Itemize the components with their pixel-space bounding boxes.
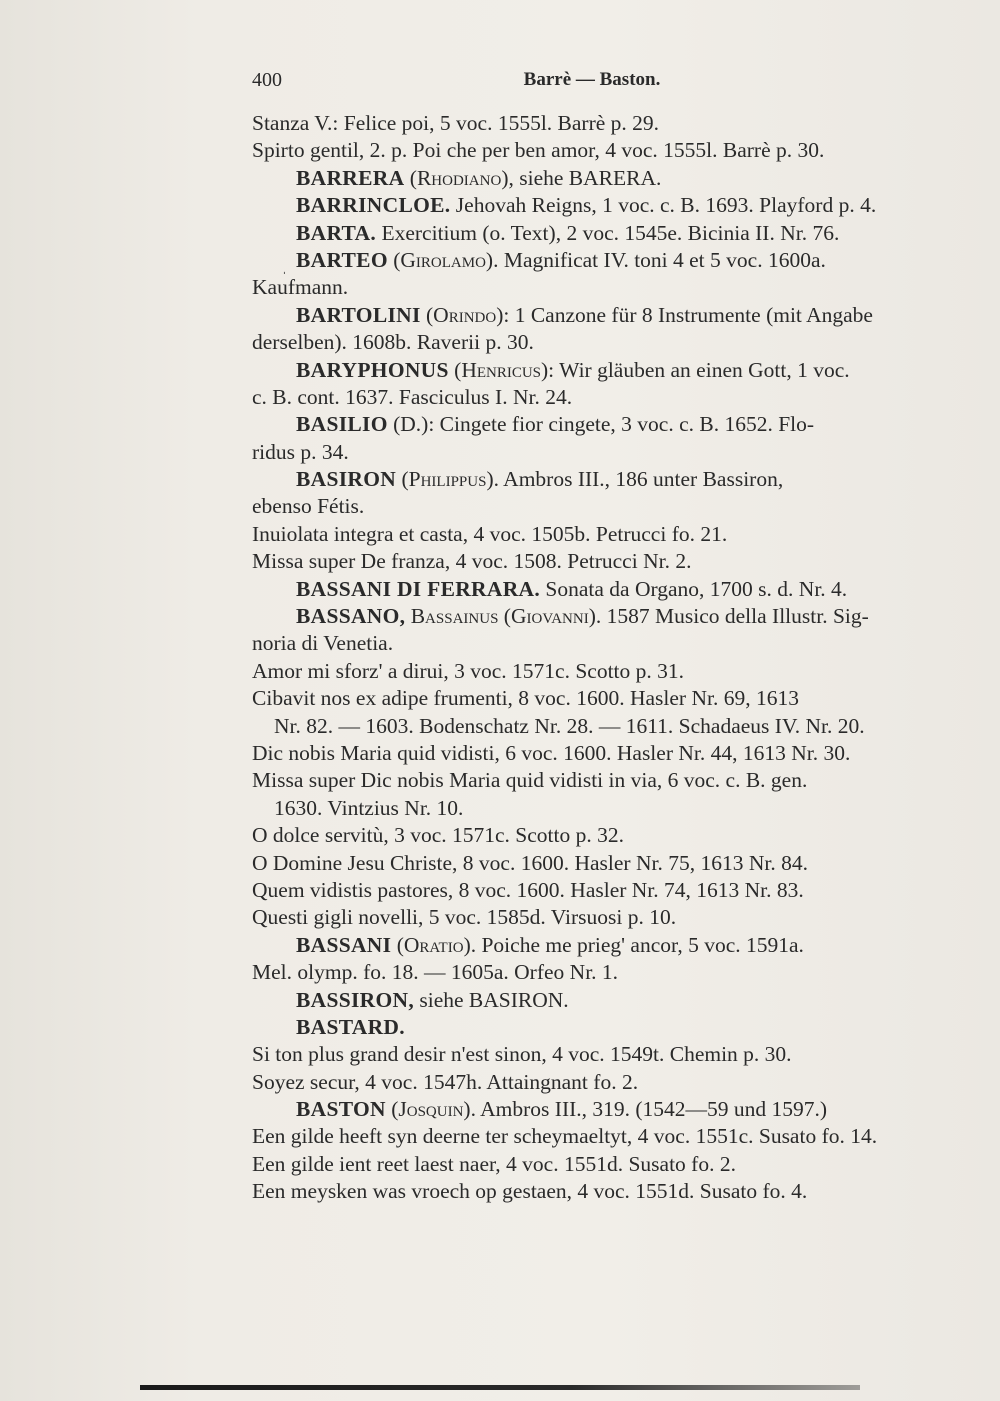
- entry-text: (: [396, 467, 409, 492]
- text-line: [252, 548, 942, 575]
- line-content: [252, 330, 534, 354]
- text-line: [252, 1123, 942, 1150]
- entry-text: ). Ambros III., 186 unter Bassiron,: [486, 467, 784, 492]
- line-content: [252, 851, 808, 875]
- line-content: [296, 412, 814, 436]
- text-line: [252, 685, 942, 712]
- entry-text: Soyez secur, 4 voc. 1547h. Attaingnant fo. 2.: [252, 1069, 639, 1094]
- text-line: [252, 439, 942, 466]
- given-name: Henricus: [461, 357, 542, 382]
- entry-text: (: [448, 357, 462, 382]
- text-line: [252, 220, 942, 247]
- line-content: [252, 823, 624, 847]
- entry-text: (: [387, 247, 401, 272]
- text-line: [252, 165, 942, 192]
- text-line: [252, 493, 942, 520]
- line-content: [252, 960, 618, 984]
- entry-text: O dolce servitù, 3 voc. 1571c. Scotto p. 32.: [252, 823, 625, 848]
- catalog-text: [252, 110, 942, 1206]
- text-line: [252, 576, 942, 603]
- line-content: [296, 933, 804, 957]
- entry-text: Questi gigli novelli, 5 voc. 1585d. Virsuosi p. 10.: [252, 905, 677, 930]
- composer-name: BARTA.: [296, 220, 377, 245]
- entry-text: Een meysken was vroech op gestaen, 4 voc. 1551d. Susato fo. 4.: [252, 1179, 808, 1204]
- line-content: [252, 1152, 736, 1176]
- entry-text: Spirto gentil, 2. p. Poi che per ben amor, 4 voc. 1555l. Barrè p. 30.: [252, 138, 825, 163]
- text-line: [252, 137, 942, 164]
- line-content: [252, 1070, 638, 1094]
- text-line: [252, 904, 942, 931]
- composer-name: BARRINCLOE.: [296, 193, 451, 218]
- text-line: [252, 850, 942, 877]
- text-line: [252, 713, 942, 740]
- text-line: [252, 302, 942, 329]
- line-content: [296, 303, 873, 327]
- running-head: [252, 66, 932, 94]
- entry-text: ): Wir gläuben an einen Gott, 1 voc.: [541, 357, 850, 382]
- line-content: [252, 1042, 792, 1066]
- entry-text: ). Magnificat IV. toni 4 et 5 voc. 1600a.: [485, 247, 826, 272]
- line-content: [252, 741, 850, 765]
- composer-name: BARTEO: [296, 247, 388, 272]
- entry-text: Een gilde heeft syn deerne ter scheymaeltyt, 4 voc. 1551c. Susato fo. 14.: [252, 1124, 878, 1149]
- line-content: [274, 796, 463, 820]
- line-content: [252, 659, 684, 683]
- text-line: [252, 192, 942, 219]
- line-content: [252, 138, 824, 162]
- text-line: [252, 274, 942, 301]
- entry-text: (: [385, 1097, 399, 1122]
- entry-text: Missa super De franza, 4 voc. 1508. Petrucci Nr. 2.: [252, 549, 692, 574]
- composer-name: BASSANI: [296, 932, 392, 957]
- entry-text: noria di Venetia.: [252, 631, 394, 656]
- entry-text: c. B. cont. 1637. Fasciculus I. Nr. 24.: [252, 384, 573, 409]
- given-name: Bassainus: [410, 604, 499, 629]
- text-line: [252, 959, 942, 986]
- composer-name: BARRERA: [296, 165, 405, 190]
- text-line: [252, 987, 942, 1014]
- entry-text: Sonata da Organo, 1700 s. d. Nr. 4.: [540, 576, 848, 601]
- given-name: Girolamo: [400, 247, 486, 272]
- given-name: Rhodiano: [416, 165, 502, 190]
- line-content: [252, 1124, 877, 1148]
- entry-text: Cibavit nos ex adipe frumenti, 8 voc. 1600. Hasler Nr. 69, 1613: [252, 686, 799, 711]
- text-line: [252, 329, 942, 356]
- text-line: [252, 795, 942, 822]
- entry-text: Nr. 82. — 1603. Bodenschatz Nr. 28. — 1611. Schadaeus IV. Nr. 20.: [274, 713, 865, 738]
- composer-name: BASSANI DI FERRARA.: [296, 576, 541, 601]
- line-content: [296, 193, 876, 217]
- line-content: [252, 275, 348, 299]
- given-name: Oratio: [403, 932, 464, 957]
- entry-text: Exercitium (o. Text), 2 voc. 1545e. Bicinia II. Nr. 76.: [376, 220, 840, 245]
- composer-name: BASSIRON,: [296, 987, 414, 1012]
- entry-text: 1630. Vintzius Nr. 10.: [274, 795, 464, 820]
- entry-text: Amor mi sforz' a dirui, 3 voc. 1571c. Scotto p. 31.: [252, 658, 685, 683]
- line-content: [252, 522, 727, 546]
- line-content: [296, 577, 847, 601]
- given-name: Giovanni: [510, 604, 589, 629]
- entry-text: derselben). 1608b. Raverii p. 30.: [252, 330, 534, 355]
- entry-text: Stanza V.: Felice poi, 5 voc. 1555l. Barrè p. 29.: [252, 111, 660, 135]
- line-content: [252, 111, 659, 135]
- text-line: [252, 603, 942, 630]
- entry-text: (D.): Cingete fior cingete, 3 voc. c. B. 1652. Flo-: [387, 412, 815, 437]
- entry-text: ). Ambros III., 319. (1542—59 und 1597.): [463, 1097, 828, 1122]
- line-content: [252, 631, 393, 655]
- entry-text: O Domine Jesu Christe, 8 voc. 1600. Hasler Nr. 75, 1613 Nr. 84.: [252, 850, 808, 875]
- line-content: [252, 768, 807, 792]
- text-line: [252, 247, 942, 274]
- line-content: [252, 878, 804, 902]
- text-line: [252, 767, 942, 794]
- entry-text: Kaufmann.: [252, 275, 349, 300]
- line-content: [252, 1179, 807, 1203]
- entry-text: siehe BASIRON.: [414, 987, 569, 1012]
- entry-text: Een gilde ient reet laest naer, 4 voc. 1551d. Susato fo. 2.: [252, 1151, 736, 1176]
- text-line: [252, 1178, 942, 1205]
- line-content: [296, 1097, 827, 1121]
- line-content: [296, 166, 661, 190]
- entry-text: Inuiolata integra et casta, 4 voc. 1505b. Petrucci fo. 21.: [252, 521, 728, 546]
- line-content: [252, 440, 349, 464]
- entry-text: (: [404, 165, 417, 190]
- text-line: [252, 384, 942, 411]
- line-content: [274, 714, 865, 738]
- composer-name: BASSANO,: [296, 604, 406, 629]
- composer-name: BASILIO: [296, 412, 388, 437]
- text-line: [252, 630, 942, 657]
- entry-text: ), siehe BARERA.: [501, 165, 662, 190]
- text-line: [252, 1069, 942, 1096]
- entry-text: Missa super Dic nobis Maria quid vidisti in via, 6 voc. c. B. gen.: [252, 768, 808, 793]
- text-line: [252, 357, 942, 384]
- entry-text: (: [391, 932, 404, 957]
- line-content: [296, 467, 783, 491]
- text-line: [252, 1151, 942, 1178]
- entry-text: ): 1 Canzone für 8 Instrumente (mit Angabe: [496, 302, 873, 327]
- given-name: Philippus: [408, 467, 487, 492]
- text-line: [252, 1014, 942, 1041]
- margin-mark: ˌ: [282, 259, 287, 275]
- line-content: [252, 494, 364, 518]
- entry-text: Jehovah Reigns, 1 voc. c. B. 1693. Playford p. 4.: [450, 193, 877, 218]
- text-line: [252, 822, 942, 849]
- entry-text: ridus p. 34.: [252, 439, 349, 464]
- running-title: Barrè — Baston.: [523, 69, 661, 90]
- line-content: [296, 604, 869, 628]
- text-line: [252, 1096, 942, 1123]
- line-content: [282, 247, 826, 275]
- composer-name: BASTARD.: [296, 1014, 405, 1039]
- text-line: [252, 877, 942, 904]
- composer-name: BARTOLINI: [296, 302, 421, 327]
- page-number: 400: [252, 69, 282, 91]
- entry-text: Mel. olymp. fo. 18. — 1605a. Orfeo Nr. 1.: [252, 960, 619, 985]
- line-content: [252, 385, 572, 409]
- entry-text: Dic nobis Maria quid vidisti, 6 voc. 1600. Hasler Nr. 44, 1613 Nr. 30.: [252, 740, 851, 765]
- text-line: [252, 658, 942, 685]
- text-line: [252, 1041, 942, 1068]
- composer-name: BASIRON: [296, 467, 397, 492]
- line-content: [296, 988, 569, 1012]
- given-name: Orindo: [433, 302, 497, 327]
- text-line: [252, 932, 942, 959]
- text-line: [252, 740, 942, 767]
- entry-text: Quem vidistis pastores, 8 voc. 1600. Hasler Nr. 74, 1613 Nr. 83.: [252, 877, 804, 902]
- line-content: [252, 686, 799, 710]
- text-line: [252, 411, 942, 438]
- line-content: [296, 221, 839, 245]
- line-content: [296, 1015, 405, 1039]
- entry-text: (: [420, 302, 434, 327]
- entry-text: ). 1587 Musico della Illustr. Sig-: [588, 604, 869, 629]
- entry-text: Si ton plus grand desir n'est sinon, 4 voc. 1549t. Chemin p. 30.: [252, 1042, 792, 1067]
- text-line: [252, 466, 942, 493]
- line-content: [296, 358, 850, 382]
- text-line: [252, 521, 942, 548]
- line-content: [252, 549, 691, 573]
- line-content: [252, 905, 676, 929]
- composer-name: BASTON: [296, 1097, 386, 1122]
- text-line: [252, 110, 942, 137]
- entry-text: (: [498, 604, 511, 629]
- composer-name: BARYPHONUS: [296, 357, 449, 382]
- entry-text: ebenso Fétis.: [252, 494, 365, 519]
- entry-text: ). Poiche me prieg' ancor, 5 voc. 1591a.: [463, 932, 804, 957]
- given-name: Josquin: [398, 1097, 464, 1122]
- scan-edge-bar: [140, 1385, 860, 1390]
